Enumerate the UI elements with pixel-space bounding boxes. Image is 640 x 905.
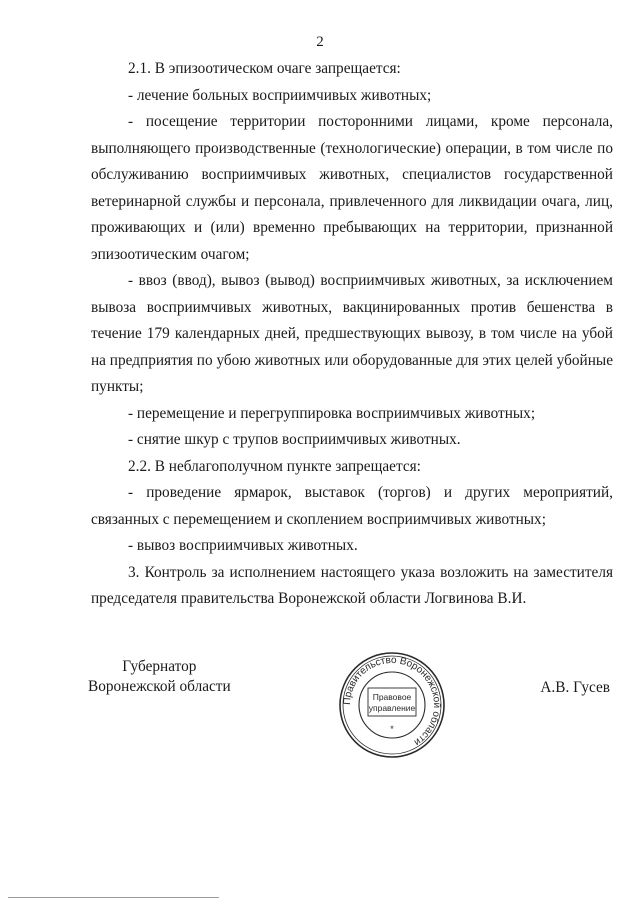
stamp-center-line: Правовое bbox=[372, 692, 412, 702]
official-stamp bbox=[337, 650, 447, 760]
signatory-name: А.В. Гусев bbox=[540, 679, 610, 696]
signatory-title bbox=[88, 657, 231, 697]
paragraph: 2.1. В эпизоотическом очаге запрещается: bbox=[128, 60, 401, 77]
paragraph: - снятие шкур с трупов восприимчивых животных. bbox=[128, 431, 461, 448]
paragraph: - ввоз (ввод), вывоз (вывод) восприимчивых животных, за исключением вывоза восприимчивых животных, вакцинированных против бешенства в течение 179 календарных дней, предшествующих вывозу, в том числе на убой на предприятия по убою животных или оборудованные для этих целей убойные пункты; bbox=[91, 272, 613, 395]
stamp-center-line: управление bbox=[368, 703, 416, 713]
paragraph: 2.2. В неблагополучном пункте запрещается: bbox=[128, 457, 421, 475]
paragraph: - проведение ярмарок, выставок (торгов) и других мероприятий, связанных с перемещением и скоплением восприимчивых животных; bbox=[91, 484, 613, 528]
stamp-ring-textpath: Правительство Воронежской области bbox=[341, 654, 443, 748]
paragraph: - вывоз восприимчивых животных. bbox=[128, 537, 358, 554]
signatory-title-line: Губернатор bbox=[122, 658, 197, 675]
signatory-title-line: Воронежской области bbox=[88, 678, 231, 695]
paragraph: - лечение больных восприимчивых животных; bbox=[128, 86, 432, 104]
paragraph: 3. Контроль за исполнением настоящего указа возложить на заместителя председателя правительства Воронежской области Логвинова В.И. bbox=[91, 563, 613, 607]
footer-divider bbox=[8, 897, 219, 898]
page-number: 2 bbox=[316, 34, 324, 50]
stamp-star: * bbox=[390, 724, 394, 734]
document-body bbox=[91, 56, 613, 613]
paragraph: - перемещение и перегруппировка восприимчивых животных; bbox=[128, 404, 536, 422]
paragraph: - посещение территории посторонними лицами, кроме персонала, выполняющего производственные (технологические) операции, в том числе по обслуживанию восприимчивых животных, специалистов государственной ветеринарной службы и персонала, привлеченного для ликвидации очага, лиц, проживающих и (или) временно пребывающих на территории, признанной эпизоотическим очагом; bbox=[91, 113, 613, 263]
